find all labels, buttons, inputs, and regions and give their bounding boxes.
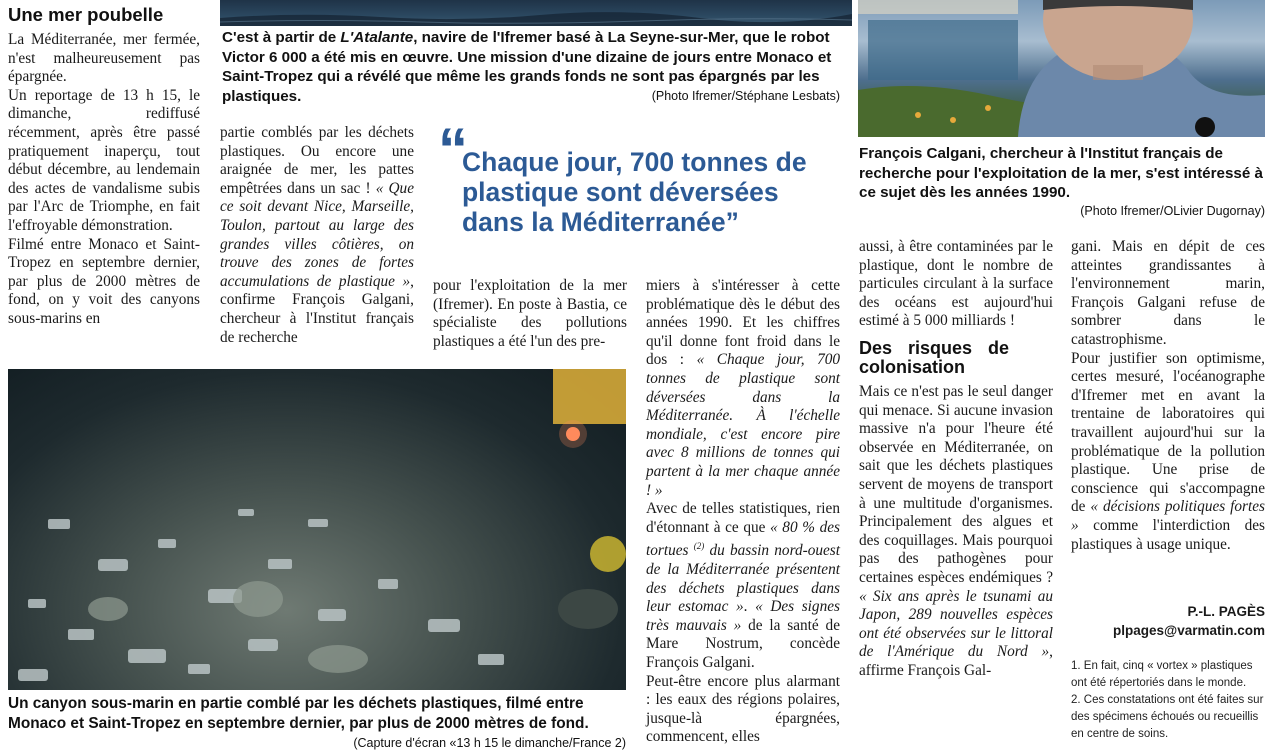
paragraph: La Méditerranée, mer fermée, n'est malheureusement pas épargnée. [8,31,200,86]
subheading: Des risques de colonisation [859,337,1009,377]
footnote: 2. Ces constatations ont été faites sur des spécimens échoués ou recueillis en centre de soins. [1071,694,1264,740]
photo-caption-portrait: François Calgani, chercheur à l'Institut français de recherche pour l'exploitation de la mer, s'est intéressé à ce sujet dès les années 1990. [859,145,1263,201]
quote-text: « Chaque jour, 700 tonnes de plastique sont déversées dans la Méditerranée. À l'échelle mondiale, c'est encore pire avec 8 millions de tonnes qui partent à la mer chaque année ! » [646,351,841,499]
pull-quote [462,147,842,237]
open-quote-icon: “ [438,116,468,183]
author-email[interactable]: plpages@varmatin.com [1113,623,1265,638]
paragraph-text: miers à s'intéresser à cette problématique dès le début des années 1990. Et les chiffres qu'il donne font froid dans le dos : [646,277,840,369]
paragraph-text: , confirme François Galgani, chercheur à l'Institut français de recherche [220,272,414,346]
article-column-2 [220,124,414,347]
article-column-1 [8,31,200,329]
underwater-photo-art [8,369,626,690]
underwater-photo [8,369,626,690]
ship-name: L'Atalante [340,29,414,46]
footnote: 1. En fait, cinq « vortex » plastiques ont été répertoriés dans le monde. [1071,660,1253,689]
paragraph: pour l'exploitation de la mer (Ifremer). En poste à Bastia, ce spécialiste des pollutions plastiques a été l'un des pre- [433,277,627,350]
article-column-6 [1071,238,1265,554]
caption-text: C'est à partir de [222,29,341,46]
quote-text: « décisions politiques fortes » [1071,498,1266,534]
section-heading: Une mer poubelle [8,4,164,25]
paragraph: Peut-être encore plus alarmant : les eaux des régions polaires, jusque-là épargnées, commencent, elles [646,672,840,746]
photo-credit-portrait: (Photo Ifremer/OLivier Dugornay) [1080,204,1265,218]
author-name: P.-L. PAGÈS [1187,604,1265,619]
caption-text: , navire de l'Ifremer basé à La Seyne-sur-Mer, que le robot Victor 6 000 a été mis en œuvre. Une mission d'une dizaine de jours entre Monaco et Saint-Tropez qui a révélé que même les grands fonds ne sont pas épargnés par les plastiques. [222,29,832,105]
quote-text: « Six ans après le tsunami au Japon, 289 nouvelles espèces ont été observées sur le littoral de l'Amérique du Nord » [859,587,1053,661]
quote-text: du bassin nord-ouest de la Méditerranée présentent des déchets plastiques dans leur estomac » [646,542,840,616]
quote-text: « Des signes très mauvais » [646,598,840,634]
footnotes [1071,658,1267,743]
paragraph: gani. Mais en dépit de ces atteintes grandissantes à l'environnement marin, François Galgani refuse de sombrer dans le catastrophisme. [1071,238,1265,348]
photo-caption-canyon: Un canyon sous-marin en partie comblé par les déchets plastiques, filmé entre Monaco et Saint-Tropez en septembre dernier, par plus de 2000 mètres de fond. [8,695,589,732]
quote-text: « Que ce soit devant Nice, Marseille, Toulon, partout au large des grandes villes côtières, on trouve des zones de fortes accumulations de plastique » [220,179,414,290]
photo-credit-canyon: (Capture d'écran «13 h 15 le dimanche/France 2) [353,736,626,750]
paragraph: aussi, à être contaminées par le plastique, dont le nombre de particules circulant à la surface des océans est aujourd'hui estimé à 5 000 milliards ! [859,238,1053,330]
paragraph-text: Avec de telles statistiques, rien d'étonnant à ce que [646,500,840,536]
paragraph: Un reportage de 13 h 15, le dimanche, rediffusé récemment, après être passé pratiquement inaperçu, tout début décembre, au lendemain des actes de vandalisme subis par l'Arc de Triomphe, en fait l'effroyable démonstration. [8,86,200,234]
paragraph-text: Mais ce n'est pas le seul danger qui menace. Si aucune invasion massive n'a pour l'heure été observée en Méditerranée, on sait que les déchets plastiques servent de moyens de transport à une multitude d'organismes. Principalement des algues et des coquillages. Mais pourquoi pas des pathogènes pour certaines espèces endémiques ? [859,382,1053,586]
paragraph-text: , affirme François Gal- [859,643,1053,679]
paragraph-text: partie comblés par les déchets plastiques. Ou encore une araignée de mer, les pattes empêtrées dans un sac ! [220,124,414,197]
author-signature [1071,602,1265,640]
footnote-ref: (2) [693,541,705,552]
portrait-photo [858,0,1265,137]
pull-quote-text: Chaque jour, 700 tonnes de plastique sont déversées dans la Méditerranée [462,147,807,237]
photo-credit-ship: (Photo Ifremer/Stéphane Lesbats) [651,89,840,103]
ship-photo [220,0,852,26]
paragraph-text: de la santé de Mare Nostrum, concède François Galgani. [646,616,840,671]
paragraph-text: comme l'interdiction des plastiques à usage unique. [1071,516,1265,553]
paragraph-text: Pour justifier son optimisme, certes mesuré, l'océanographe d'Ifremer met en avant la trentaine de laboratoires qui travaillent aujourd'hui sur la problématique de la pollution plastique. Une prise de conscience qui s'accompagne de [1071,349,1265,516]
close-quote-icon: ” [725,207,739,237]
article-column-3 [433,277,627,351]
paragraph-text: . [743,598,756,616]
article-column-5 [859,238,1053,680]
quote-text: « 80 % des tortues [646,518,840,560]
portrait-photo-art [858,0,1265,137]
ship-photo-art [220,0,852,26]
paragraph: Filmé entre Monaco et Saint-Tropez en septembre dernier, par plus de 2000 mètres de fond, on y voit des canyons sous-marins en [8,235,200,327]
article-column-4 [646,277,840,747]
